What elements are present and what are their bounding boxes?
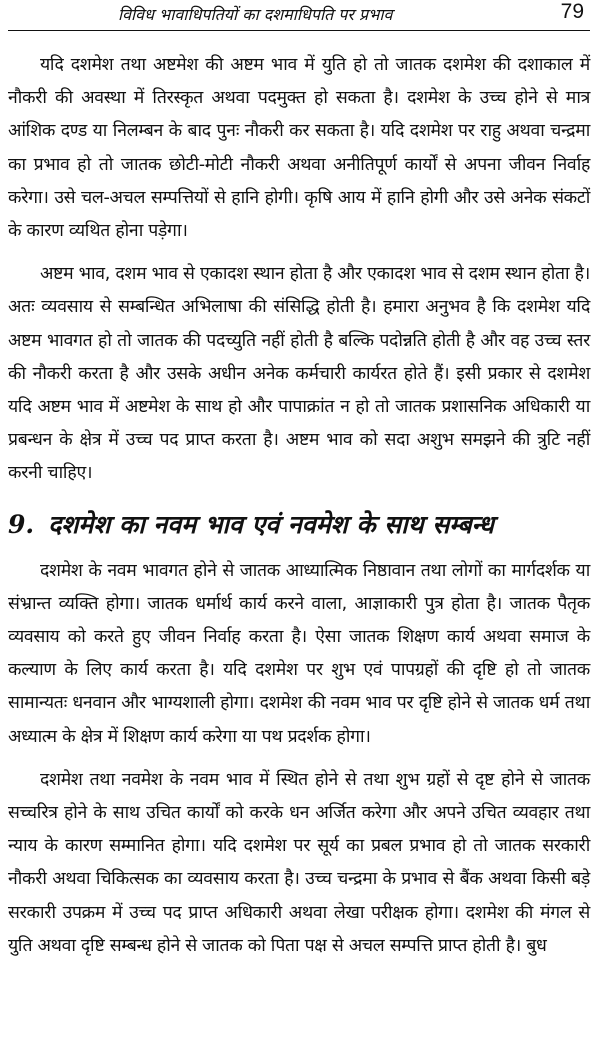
paragraph-4: दशमेश तथा नवमेश के नवम भाव में स्थित होने से तथा शुभ ग्रहों से दृष्ट होने से जातक सच्चरित्र होने के साथ उचित कार्यों को करके धन अर्जित करेगा और अपने उचित व्यवहार तथा न्याय के कारण सम्मानित होगा। यदि दशमेश पर सूर्य का प्रबल प्रभाव हो तो जातक सरकारी नौकरी अथवा चिकित्सक का व्यवसाय करता है। उच्च चन्द्रमा के प्रभाव से बैंक अथवा किसी बड़े सरकारी उपक्रम में उच्च पद प्राप्त अधिकारी अथवा लेखा परीक्षक होगा। दशमेश की मंगल से युति अथवा दृष्टि सम्बन्ध होने से जातक को पिता पक्ष से अचल सम्पत्ति प्राप्त होती है। बुध xyxy=(8,769,590,956)
paragraph-2: अष्टम भाव, दशम भाव से एकादश स्थान होता है और एकादश भाव से दशम स्थान होता है। अतः व्यवसाय से सम्बन्धित अभिलाषा की संसिद्धि होती है। हमारा अनुभव है कि दशमेश यदि अष्टम भावगत हो तो जातक की पदच्युति नहीं होती है बल्कि पदोन्नति होती है और वह उच्च स्तर की नौकरी करता है और उसके अधीन अनेक कर्मचारी कार्यरत होते हैं। इसी प्रकार से दशमेश यदि अष्टम भाव में अष्टमेश के साथ हो और पापाक्रांत न हो तो जातक प्रशासनिक अधिकारी या प्रबन्धन के क्षेत्र में उच्च पद प्राप्त करता है। अष्टम भाव को सदा अशुभ समझने की त्रुटि नहीं करनी चाहिए। xyxy=(8,264,590,484)
section-heading xyxy=(8,507,590,543)
section-title: दशमेश का नवम भाव एवं नवमेश के साथ सम्बन्ध xyxy=(48,509,494,539)
paragraph-3: दशमेश के नवम भावगत होने से जातक आध्यात्मिक निष्ठावान तथा लोगों का मार्गदर्शक या संभ्रान्त व्यक्ति होगा। जातक धर्मार्थ कार्य करने वाला, आज्ञाकारी पुत्र होता है। जातक पैतृक व्यवसाय को करते हुए जीवन निर्वाह करता है। ऐसा जातक शिक्षण कार्य अथवा समाज के कल्याण के लिए कार्य करता है। यदि दशमेश पर शुभ एवं पापग्रहों की दृष्टि हो तो जातक सामान्यतः धनवान और भाग्यशाली होगा। दशमेश की नवम भाव पर दृष्टि होने से जातक धर्म तथा अध्यात्म के क्षेत्र में शिक्षण कार्य करेगा या पथ प्रदर्शक होगा। xyxy=(8,560,590,747)
page-number: 79 xyxy=(560,0,584,23)
section-number: 9. xyxy=(8,509,35,539)
paragraph-1: यदि दशमेश तथा अष्टमेश की अष्टम भाव में युति हो तो जातक दशमेश की दशाकाल में नौकरी की अवस्था में तिरस्कृत अथवा पदमुक्त हो सकता है। दशमेश के उच्च होने से मात्र आंशिक दण्ड या निलम्बन के बाद पुनः नौकरी कर सकता है। यदि दशमेश पर राहु अथवा चन्द्रमा का प्रभाव हो तो जातक छोटी-मोटी नौकरी अथवा अनीतिपूर्ण कार्यों से अपना जीवन निर्वाह करेगा। उसे चल-अचल सम्पत्तियों से हानि होगी। कृषि आय में हानि होगी और उसे अनेक संकटों के कारण व्यथित होना पड़ेगा। xyxy=(8,55,590,242)
page-header xyxy=(8,0,590,31)
running-head: विविध भावाधिपतियों का दशमाधिपति पर प्रभाव xyxy=(118,5,393,24)
